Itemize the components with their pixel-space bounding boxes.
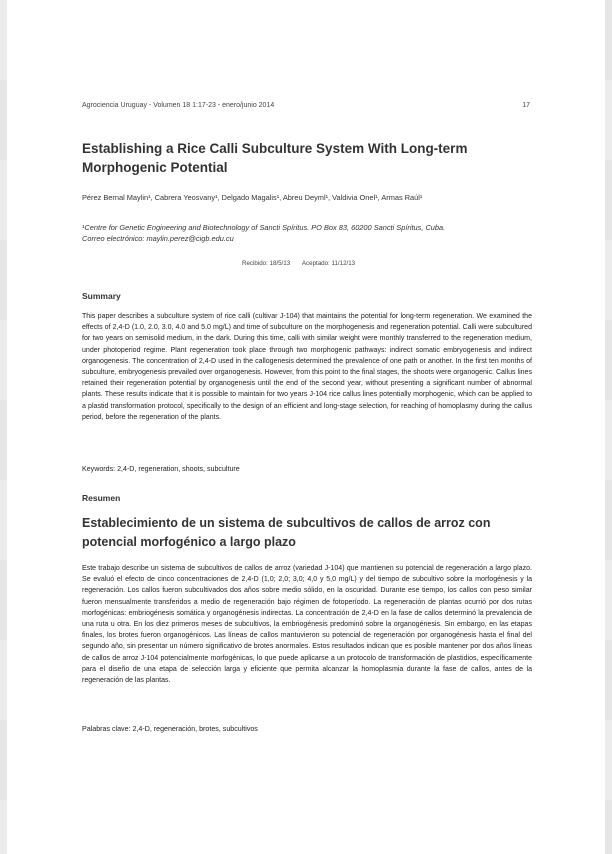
accepted-date: Aceptado: 11/12/13	[301, 260, 356, 267]
keywords: Keywords: 2,4-D, regeneration, shoots, subculture	[82, 465, 240, 473]
affiliation: ¹Centre for Genetic Engineering and Biotechnology of Sancti Spíritus. PO Box 83, 60200 Sancti Spíritus, Cuba.	[82, 223, 446, 232]
running-header	[82, 102, 530, 109]
affiliation-block	[82, 222, 532, 244]
summary-text: This paper describes a subculture system of rice calli (cultivar J-104) that maintains the potential for long-term regeneration. We examined the effects of 2,4-D (1.0, 2.0, 3.0, 4.0 and 5.0 mg/L) and time of subculture on the morphogenesis and regeneration potential. Calli were subcultured for two years on semisolid medium, in the dark. During this time, calli with similar weight were monthly transferred to the regeneration medium, under photoperiod regime. Plant regeneration took place through two morphogenic pathways: indirect somatic embryogenesis and indirect organogenesis. The concentration of 2,4-D used in the callogenesis determined the prevalence of one path or another. In the first ten months of subculture, embryogenesis prevailed over organogenesis. However, from this point to the final stages, the shoots were organogenic. Callus lines retained their regeneration potential by organogenesis until the end of the second year, without presenting a significant number of abnormal plants. These results indicate that it is possible to maintain for two years J-104 rice callus lines potentially morphogenic, which can be applied to a plastid transformation protocol, specifically to the design of an efficient and long-stage selection, for reaching of homoplasmy during the callus period, before the regeneration of the plants.	[82, 313, 532, 421]
author-list: Pérez Bernal Maylin¹, Cabrera Yeosvany¹, Delgado Magalis¹, Abreu Deyml¹, Valdivia Onel¹, Armas Raúl¹	[82, 193, 423, 202]
journal-citation: Agrociencia Uruguay - Volumen 18 1:17-23 - enero/junio 2014	[82, 102, 275, 109]
resumen-text: Este trabajo describe un sistema de subcultivos de callos de arroz (variedad J-104) que mantienen su potencial de regeneración a largo plazo. Se evaluó el efecto de cinco concentraciones de 2,4-D (1,0; 2,0; 3,0; 4,0 y 5,0 mg/L) y del tiempo de subcultivo sobre la morfogénesis y la regeneración. Los callos fueron subcultivados dos años sobre medio sólido, en la oscuridad. Durante ese tiempo, los callos con peso similar fueron mensualmente transferidos a medio de regeneración bajo régimen de fotoperíodo. La regeneración de plantas ocurrió por dos rutas morfogénicas: embriogénesis somática y organogénesis indirectas. La concentración de 2,4-D en la fase de callos determinó la prevalencia de una ruta u otra. En los diez primeros meses de subcultivos, la embriogénesis predominó sobre la organogénesis. Sin embargo, en las etapas finales, los brotes fueron organogénicos. Las líneas de callos mantuvieron su potencial de regeneración por organogénesis hasta el final del segundo año, sin presentar un número significativo de brotes anormales. Estos resultados indican que es posible mantener por dos años líneas de callos de arroz J-104 potencialmente morfogénicas, lo que puede aplicarse a un protocolo de transformación de plastidios, específicamente para el diseño de una etapa de selección larga y eficiente que permita alcanzar la homoplasmia durante la fase de callos, antes de la regeneración de las plantas.	[82, 565, 532, 685]
spanish-title: Establecimiento de un sistema de subcultivos de callos de arroz con potencial morfogénico a largo plazo	[82, 516, 491, 549]
page-edge-right	[605, 0, 612, 854]
summary-heading: Summary	[82, 291, 121, 301]
palabras-clave: Palabras clave: 2,4-D, regeneración, brotes, subcultivos	[82, 725, 258, 733]
resumen-heading: Resumen	[82, 493, 121, 503]
page-number: 17	[522, 102, 530, 109]
submission-dates	[242, 260, 355, 267]
contact-email: Correo electrónico: maylin.perez@cigb.edu.cu	[82, 234, 234, 243]
received-date: Recibido: 18/5/13	[242, 260, 291, 267]
page-edge-left	[0, 0, 7, 854]
article-title: Establishing a Rice Calli Subculture System With Long-term Morphogenic Potential	[82, 141, 468, 175]
